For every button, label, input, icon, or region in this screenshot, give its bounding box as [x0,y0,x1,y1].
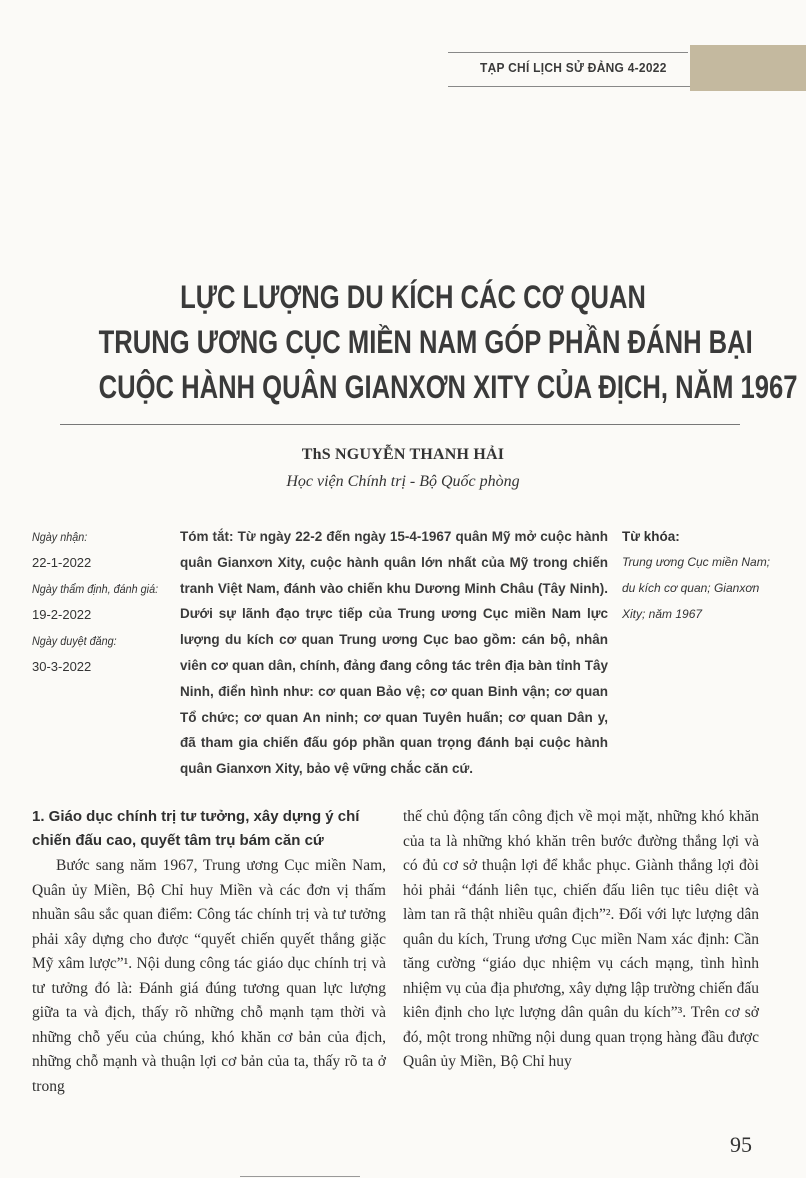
body-column-right [403,805,759,1075]
abstract: Tóm tắt: Từ ngày 22-2 đến ngày 15-4-1967 quân Mỹ mở cuộc hành quân Gianxơn Xity, cuộc hành quân lớn nhất của Mỹ trong chiến tranh Việt Nam, đánh vào chiến khu Dương Minh Châu (Tây Ninh). Dưới sự lãnh đạo trực tiếp của Trung ương Cục miền Nam lực lượng du kích cơ quan Trung ương Cục bao gồm: cán bộ, nhân viên cơ quan dân, chính, đảng đang công tác trên địa bàn tỉnh Tây Ninh, điển hình như: cơ quan Bảo vệ; cơ quan Binh vận; cơ quan Tổ chức; cơ quan An ninh; cơ quan Tuyên huấn; cơ quan Dân y, đã tham gia chiến đấu góp phần quan trọng đánh bại cuộc hành quân Gianxơn Xity, bảo vệ vững chắc căn cứ. [180,529,608,777]
article-dates [32,524,192,680]
footer-rule [240,1176,360,1177]
body-paragraph: Bước sang năm 1967, Trung ương Cục miền Nam, Quân ủy Miền, Bộ Chỉ huy Miền và các đơn vị thấm nhuần sâu sắc quan điểm: Công tác chính trị và tư tưởng phải xây dựng cho được “quyết chiến quyết thắng giặc Mỹ xâm lược”¹. Nội dung công tác giáo dục chính trị và tư tưởng đó là: Đánh giá đúng tương quan lực lượng giữa ta và địch, thấy rõ những chỗ mạnh tạm thời và những chỗ yếu của chúng, khó khăn cơ bản của địch, những chỗ mạnh và thuận lợi cơ bản của ta, thấy rõ ta ở trong [32,857,386,1095]
body-paragraph: thế chủ động tấn công địch về mọi mặt, những khó khăn của ta là những khó khăn trên bước đường thắng lợi và có đủ cơ sở thuận lợi để khắc phục. Giành thắng lợi đòi hỏi phải “đánh liên tục, chiến đấu liên tục tiêu diệt và làm tan rã thật nhiều quân địch”². Đối với lực lượng dân quân du kích, Trung ương Cục miền Nam xác định: Cần tăng cường “giáo dục nhiệm vụ cách mạng, tình hình nhiệm vụ của địa phương, xây dựng lập trường chiến đấu kiên định cho lực lượng dân quân du kích”³. Trên cơ sở đó, một trong những nội dung quan trọng hàng đầu được Quân ủy Miền, Bộ Chỉ huy [403,808,759,1070]
body-column-left [32,854,386,1099]
header-divider-top [448,52,688,53]
keywords-label: Từ khóa: [622,529,680,544]
keywords-text: Trung ương Cục miền Nam; du kích cơ quan; Gianxơn Xity; năm 1967 [622,555,771,621]
title-line-1: LỰC LƯỢNG DU KÍCH CÁC CƠ QUAN [180,279,646,315]
received-date: 22-1-2022 [32,555,92,570]
title-line-3: CUỘC HÀNH QUÂN GIANXƠN XITY CỦA ĐỊCH, NĂM 1967 [98,369,798,405]
header-divider-bottom [448,86,690,87]
title-divider [60,424,740,425]
received-label: Ngày nhận: [32,530,88,544]
page-number: 95 [730,1132,752,1157]
section-1-heading: 1. Giáo dục chính trị tư tưởng, xây dựng ý chí chiến đấu cao, quyết tâm trụ bám căn cứ [32,808,360,849]
author-name: ThS NGUYỄN THANH HẢI [301,446,505,463]
journal-name: TẠP CHÍ LỊCH SỬ ĐẢNG 4-2022 [480,60,667,75]
article-title [20,275,806,410]
journal-header [0,45,806,100]
keywords [622,524,782,627]
reviewed-date: 19-2-2022 [32,607,92,622]
author-affiliation: Học viện Chính trị - Bộ Quốc phòng [286,473,520,490]
header-accent-bar [690,45,806,91]
reviewed-label: Ngày thẩm định, đánh giá: [32,582,159,596]
approved-label: Ngày duyệt đăng: [32,634,117,648]
title-line-2: TRUNG ƯƠNG CỤC MIỀN NAM GÓP PHẦN ĐÁNH BẠI [98,324,753,360]
approved-date: 30-3-2022 [32,659,92,674]
